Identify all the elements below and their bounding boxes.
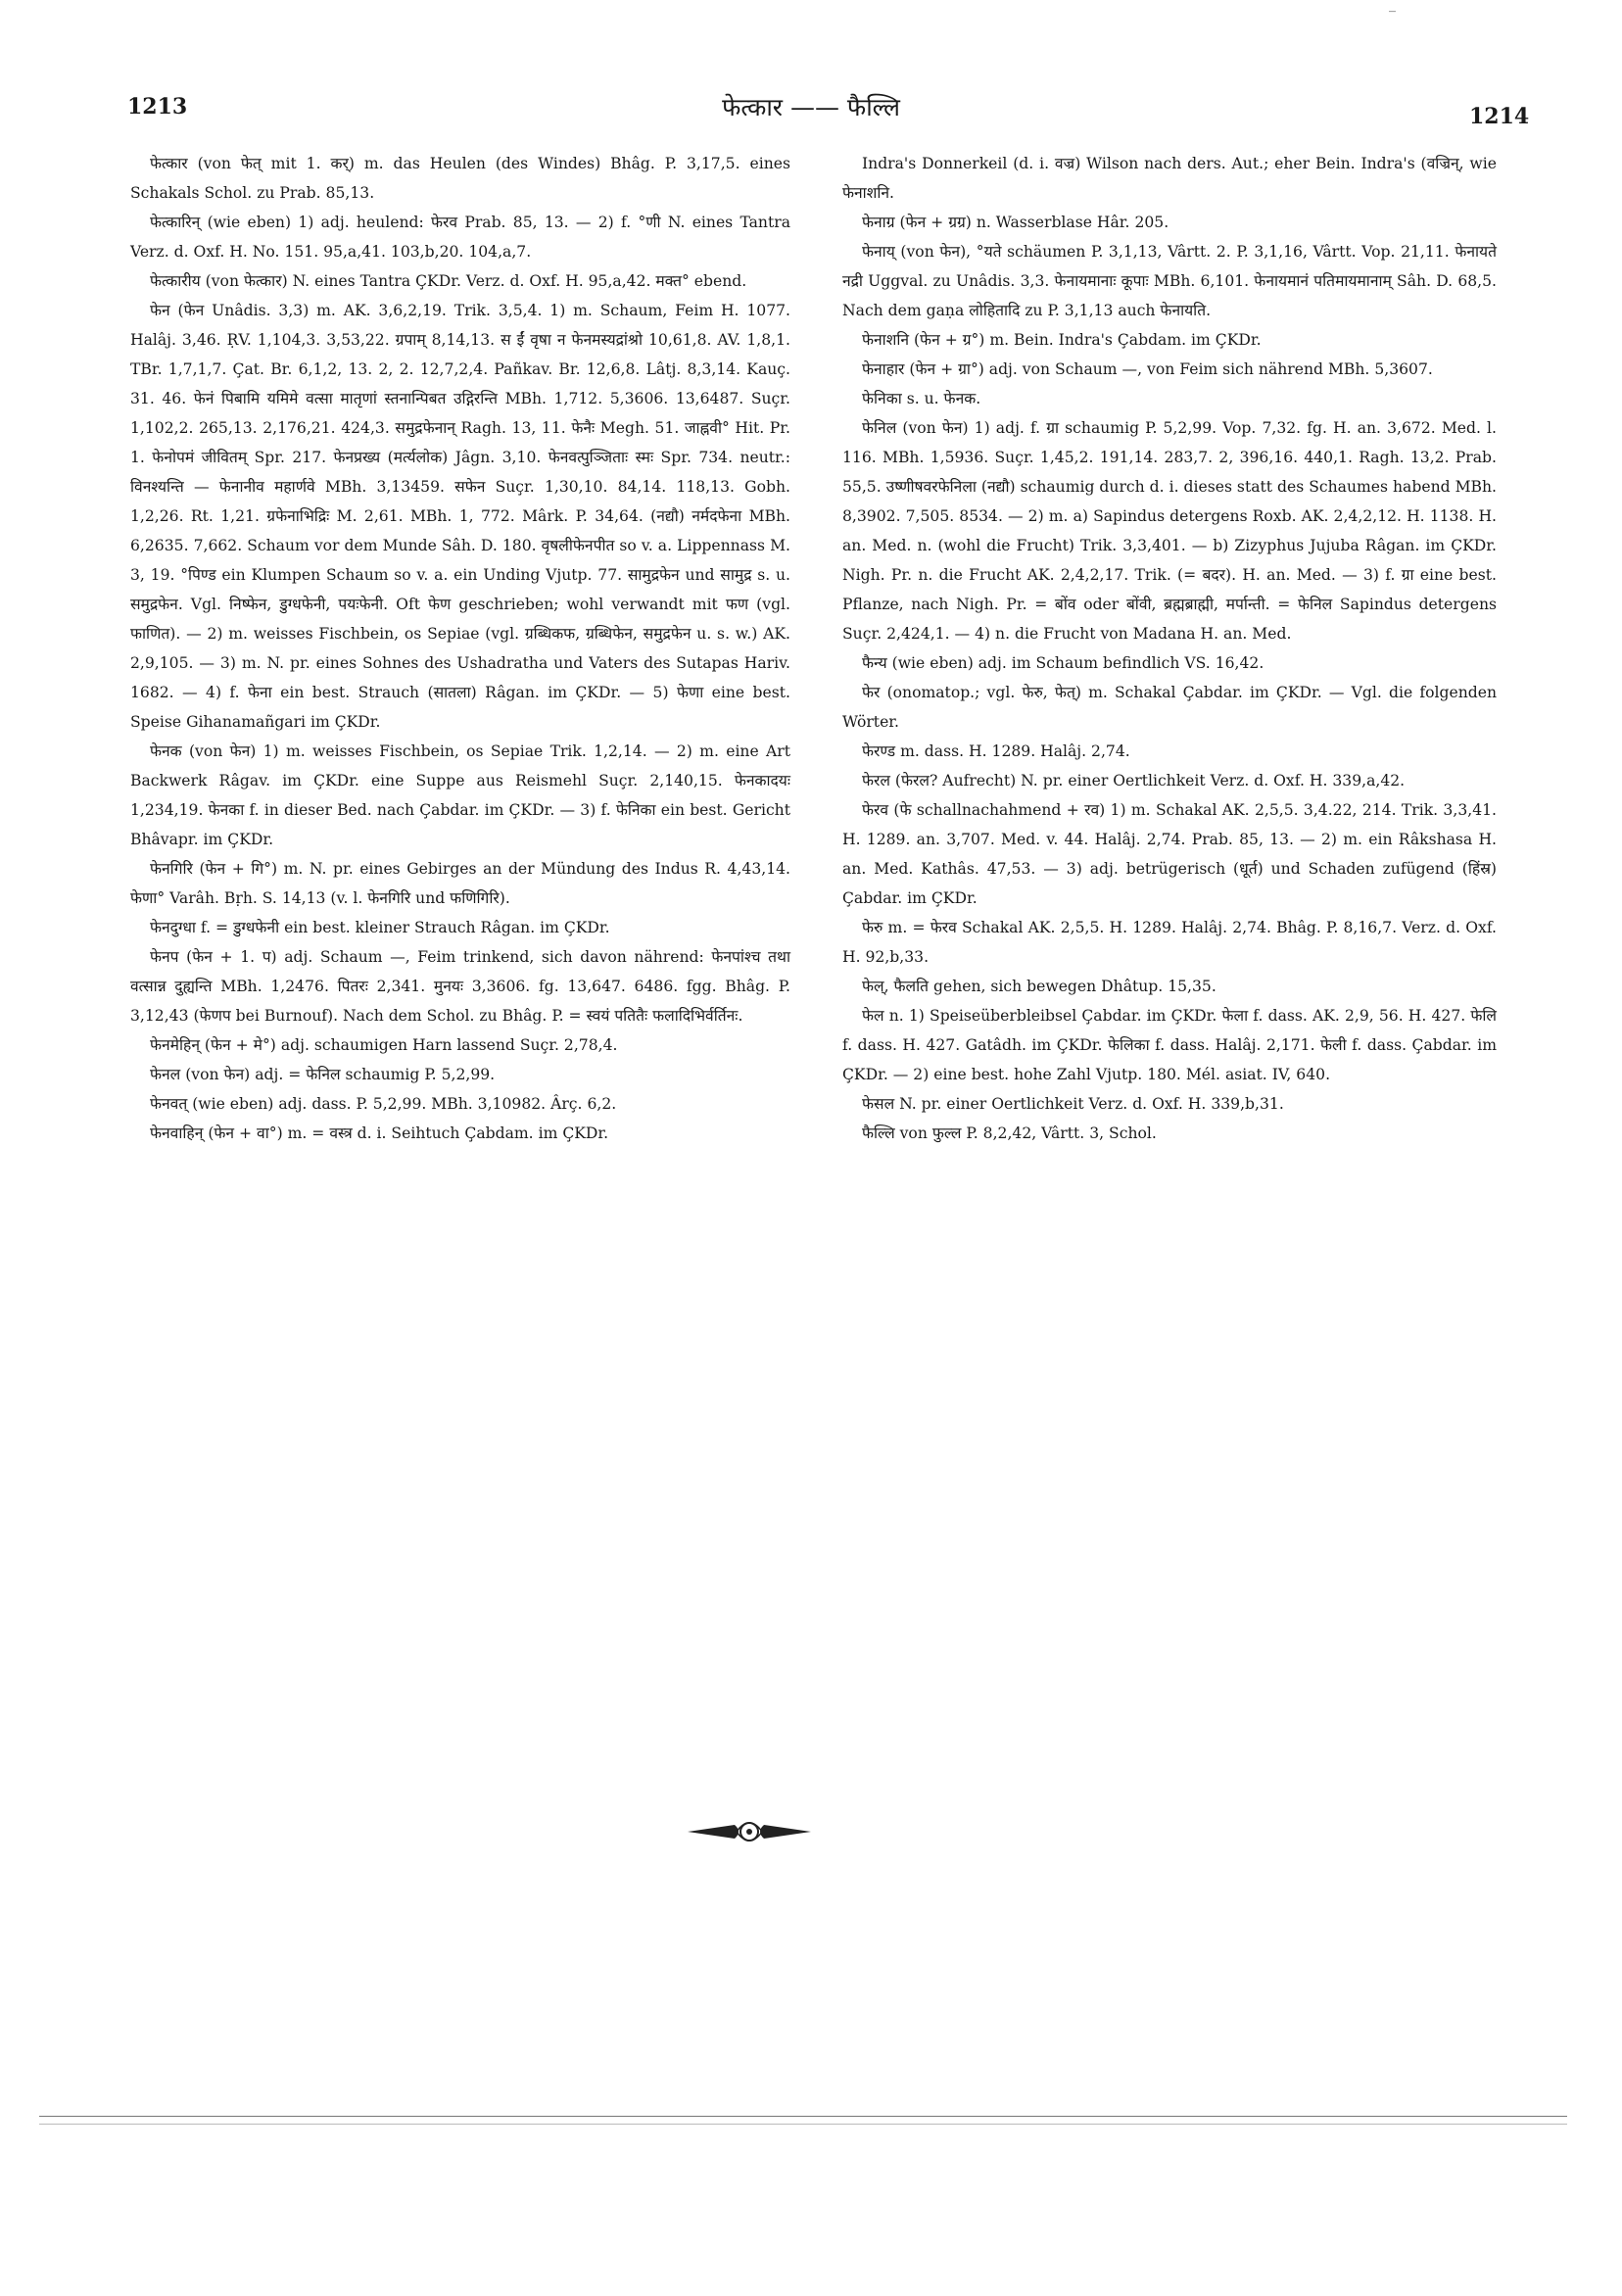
page-number-left: 1213 (127, 94, 188, 120)
right-column (842, 149, 1497, 1148)
dictionary-entry: फेनाहार (फेन + ग्रा°) adj. von Schaum —, von Feim sich nährend MBh. 5,3607. (862, 360, 1433, 378)
dictionary-entry: फेनक (von फेन) 1) m. weisses Fischbein, os Sepiae Trik. 1,2,14. — 2) m. eine Art Backwerk Râgav. im ÇKDr. eine Suppe aus Reismehl Suçr. 2,140,15. फेनकादयः 1,234,19. फेनका f. in dieser Bed. nach Çabdar. im ÇKDr. — 3) f. फेनिका ein best. Gericht Bhâvapr. im ÇKDr. (130, 742, 790, 848)
dictionary-entry: फेत्कारिन् (wie eben) 1) adj. heulend: फेरव Prab. 85, 13. — 2) f. °णी N. eines Tantra Verz. d. Oxf. H. No. 151. 95,a,41. 103,b,20. 104,a,7. (130, 214, 790, 261)
dictionary-entry: फेरण्ड m. dass. H. 1289. Halâj. 2,74. (862, 742, 1130, 760)
dictionary-entry: फेनवाहिन् (फेन + वा°) m. = वस्त्र d. i. Seihtuch Çabdam. im ÇKDr. (150, 1124, 609, 1142)
dictionary-entry: फैन्य (wie eben) adj. im Schaum befindlich VS. 16,42. (862, 654, 1264, 672)
dictionary-entry: फेनगिरि (फेन + गि°) m. N. pr. eines Gebirges an der Mündung des Indus R. 4,43,14. फेणा° Varâh. Bṛh. S. 14,13 (v. l. फेनगिरि und फणिगिरि). (130, 860, 790, 907)
dictionary-entry: फेनमेहिन् (फेन + मे°) adj. schaumigen Harn lassend Suçr. 2,78,4. (150, 1036, 618, 1054)
dictionary-entry: फेनिका s. u. फेनक. (862, 390, 981, 407)
dictionary-entry: फेनदुग्धा f. = डुग्धफेनी ein best. kleiner Strauch Râgan. im ÇKDr. (150, 919, 610, 936)
bottom-rule (39, 2116, 1567, 2117)
dictionary-entry: फेसल N. pr. einer Oertlichkeit Verz. d. Oxf. H. 339,b,31. (862, 1095, 1284, 1113)
dictionary-entry: फेत्कारीय (von फेत्कार) N. eines Tantra ÇKDr. Verz. d. Oxf. H. 95,a,42. मक्त° ebend. (150, 272, 747, 290)
corner-mark: ‾ (1389, 10, 1396, 25)
bottom-rule-faint (39, 2124, 1567, 2125)
running-title: फेत्कार —— फैल्लि (722, 93, 900, 121)
dictionary-entry: फेरव (फे schallnachahmend + रव) 1) m. Schakal AK. 2,5,5. 3,4.22, 214. Trik. 3,3,41. H. 1289. an. 3,707. Med. v. 44. Halâj. 2,74. Prab. 85, 13. — 2) m. ein Râkshasa H. an. Med. Kathâs. 47,53. — 3) adj. betrügerisch (धूर्त) und Schaden zufügend (हिंस्र) Çabdar. im ÇKDr. (842, 801, 1497, 907)
dictionary-entry: फेनप (फेन + 1. प) adj. Schaum —, Feim trinkend, sich davon nährend: फेनपांश्च तथा वत्सान्न दुह्यन्ति MBh. 1,2476. पितरः 2,341. मुनयः 3,3606. fg. 13,647. 6486. fgg. Bhâg. P. 3,12,43 (फेणप bei Burnouf). Nach dem Schol. zu Bhâg. P. = स्वयं पतितैः फलादिभिर्वर्तिनः. (130, 948, 790, 1025)
dictionary-entry: फेनाशनि (फेन + ग्र°) m. Bein. Indra's Çabdam. im ÇKDr. (862, 331, 1262, 349)
dictionary-entry: फेनाग्र (फेन + ग्रग्र) n. Wasserblase Hâr. 205. (862, 214, 1169, 231)
page-number-right: 1214 (1469, 104, 1530, 129)
dictionary-entry: फेन (फेन Unâdis. 3,3) m. AK. 3,6,2,19. Trik. 3,5,4. 1) m. Schaum, Feim H. 1077. Halâj. 3,46. ṚV. 1,104,3. 3,53,22. ग्रपाम् 8,14,13. स ईं वृषा न फेनमस्यद्रांश्रो 10,61,8. AV. 1,8,1. TBr. 1,7,1,7. Çat. Br. 6,1,2, 13. 2, 2. 12,7,2,4. Pañkav. Br. 12,6,8. Lâtj. 8,3,14. Kauç. 31. 46. फेनं पिबामि यमिमे वत्सा मातृणां स्तनान्पिबत उद्गिरन्ति MBh. 1,712. 5,3606. 13,6487. Suçr. 1,102,2. 265,13. 2,176,21. 424,3. समुद्रफेनान् Ragh. 13, 11. फेनैः Megh. 51. जाह्नवी° Hit. Pr. 1. फेनोपमं जीवितम् Spr. 217. फेनप्रख्य (मर्त्यलोक) Jâgn. 3,10. फेनवत्पुञ्जिताः स्मः Spr. 734. neutr.: विनश्यन्ति — फेनानीव महार्णवे MBh. 3,13459. सफेन Suçr. 1,30,10. 84,14. 118,13. Gobh. 1,2,26. Rt. 1,21. ग्रफेनाभिद्रिः M. 2,61. MBh. 1, 772. Mârk. P. 34,64. (नद्यौ) नर्मदफेना MBh. 6,2635. 7,662. Schaum vor dem Munde Sâh. D. 180. वृषलीफेनपीत so v. a. Lippennass M. 3, 19. °पिण्ड ein Klumpen Schaum so v. a. ein Unding Vjutp. 77. सामुद्रफेन und सामुद्र s. u. समुद्रफेन. Vgl. निष्फेन, डुग्धफेनी, पयःफेनी. Oft फेण geschrieben; wohl verwandt mit फण (vgl. फाणित). — 2) m. weisses Fischbein, os Sepiae (vgl. ग्रब्धिकफ, ग्रब्धिफेन, समुद्रफेन u. s. w.) AK. 2,9,105. — 3) m. N. pr. eines Sohnes des Ushadratha und Vaters des Sutapas Hariv. 1682. — 4) f. फेना ein best. Strauch (सातला) Râgan. im ÇKDr. — 5) फेणा eine best. Speise Gihanamañgari im ÇKDr. (130, 302, 790, 731)
dictionary-entry: फेनाय् (von फेन), °यते schäumen P. 3,1,13, Vârtt. 2. P. 3,1,16, Vârtt. Vop. 21,11. फेनायते नद्री Uggval. zu Unâdis. 3,3. फेनायमानाः कूपाः MBh. 6,101. फेनायमानं पतिमायमानाम् Sâh. D. 68,5. Nach dem gaṇa लोहितादि zu P. 3,1,13 auch फेनायति. (842, 243, 1497, 319)
dictionary-entry: फेल n. 1) Speiseüberbleibsel Çabdar. im ÇKDr. फेला f. dass. AK. 2,9, 56. H. 427. फेलि f. dass. H. 427. Gatâdh. im ÇKDr. फेलिका f. dass. Halâj. 2,171. फेली f. dass. Çabdar. im ÇKDr. — 2) eine best. hohe Zahl Vjutp. 180. Mél. asiat. IV, 640. (842, 1007, 1497, 1083)
dictionary-entry: फेनिल (von फेन) 1) adj. f. ग्रा schaumig P. 5,2,99. Vop. 7,32. fg. H. an. 3,672. Med. l. 116. MBh. 1,5936. Suçr. 1,45,2. 191,14. 283,7. 2, 396,16. 440,1. Ragh. 13,2. Prab. 55,5. उष्णीषवरफेनिला (नद्यौ) schaumig durch d. i. dieses statt des Schaumes habend MBh. 8,3902. 7,505. 8534. — 2) m. a) Sapindus detergens Roxb. AK. 2,4,2,12. H. 1138. H. an. Med. n. (wohl die Frucht) Trik. 3,3,401. — b) Zizyphus Jujuba Râgan. im ÇKDr. Nigh. Pr. n. die Frucht AK. 2,4,2,17. Trik. (= बदर). H. an. Med. — 3) f. ग्रा eine best. Pflanze, nach Nigh. Pr. = बोंव oder बोंवी, ब्रह्मब्राह्मी, मर्पान्ती. = फेनिल Sapindus detergens Suçr. 2,424,1. — 4) n. die Frucht von Madana H. an. Med. (842, 419, 1497, 643)
dictionary-entry: फेत्कार (von फेत् mit 1. कर्) m. das Heulen (des Windes) Bhâg. P. 3,17,5. eines Schakals Schol. zu Prab. 85,13. (130, 155, 790, 202)
dictionary-entry: फेर (onomatop.; vgl. फेरु, फेत्) m. Schakal Çabdar. im ÇKDr. — Vgl. die folgenden Wörter. (842, 684, 1497, 731)
end-ornament (686, 1817, 813, 1846)
dictionary-entry: फेनवत् (wie eben) adj. dass. P. 5,2,99. MBh. 3,10982. Ârç. 6,2. (150, 1095, 617, 1113)
page-header (0, 90, 1622, 133)
left-column (130, 149, 790, 1148)
dictionary-entry: Indra's Donnerkeil (d. i. वज्र) Wilson nach ders. Aut.; eher Bein. Indra's (वज्रिन्, wie फेनाशनि. (842, 155, 1497, 202)
dictionary-entry: फेरल (फेरल? Aufrecht) N. pr. einer Oertlichkeit Verz. d. Oxf. H. 339,a,42. (862, 772, 1406, 789)
dictionary-entry: फेरु m. = फेरव Schakal AK. 2,5,5. H. 1289. Halâj. 2,74. Bhâg. P. 8,16,7. Verz. d. Oxf. H. 92,b,33. (842, 919, 1497, 966)
dictionary-entry: फेनल (von फेन) adj. = फेनिल schaumig P. 5,2,99. (150, 1066, 496, 1083)
dictionary-entry: फैल्लि von फुल्ल P. 8,2,42, Vârtt. 3, Schol. (862, 1124, 1157, 1142)
dictionary-entry: फेल्, फैलति gehen, sich bewegen Dhâtup. 15,35. (862, 978, 1216, 995)
